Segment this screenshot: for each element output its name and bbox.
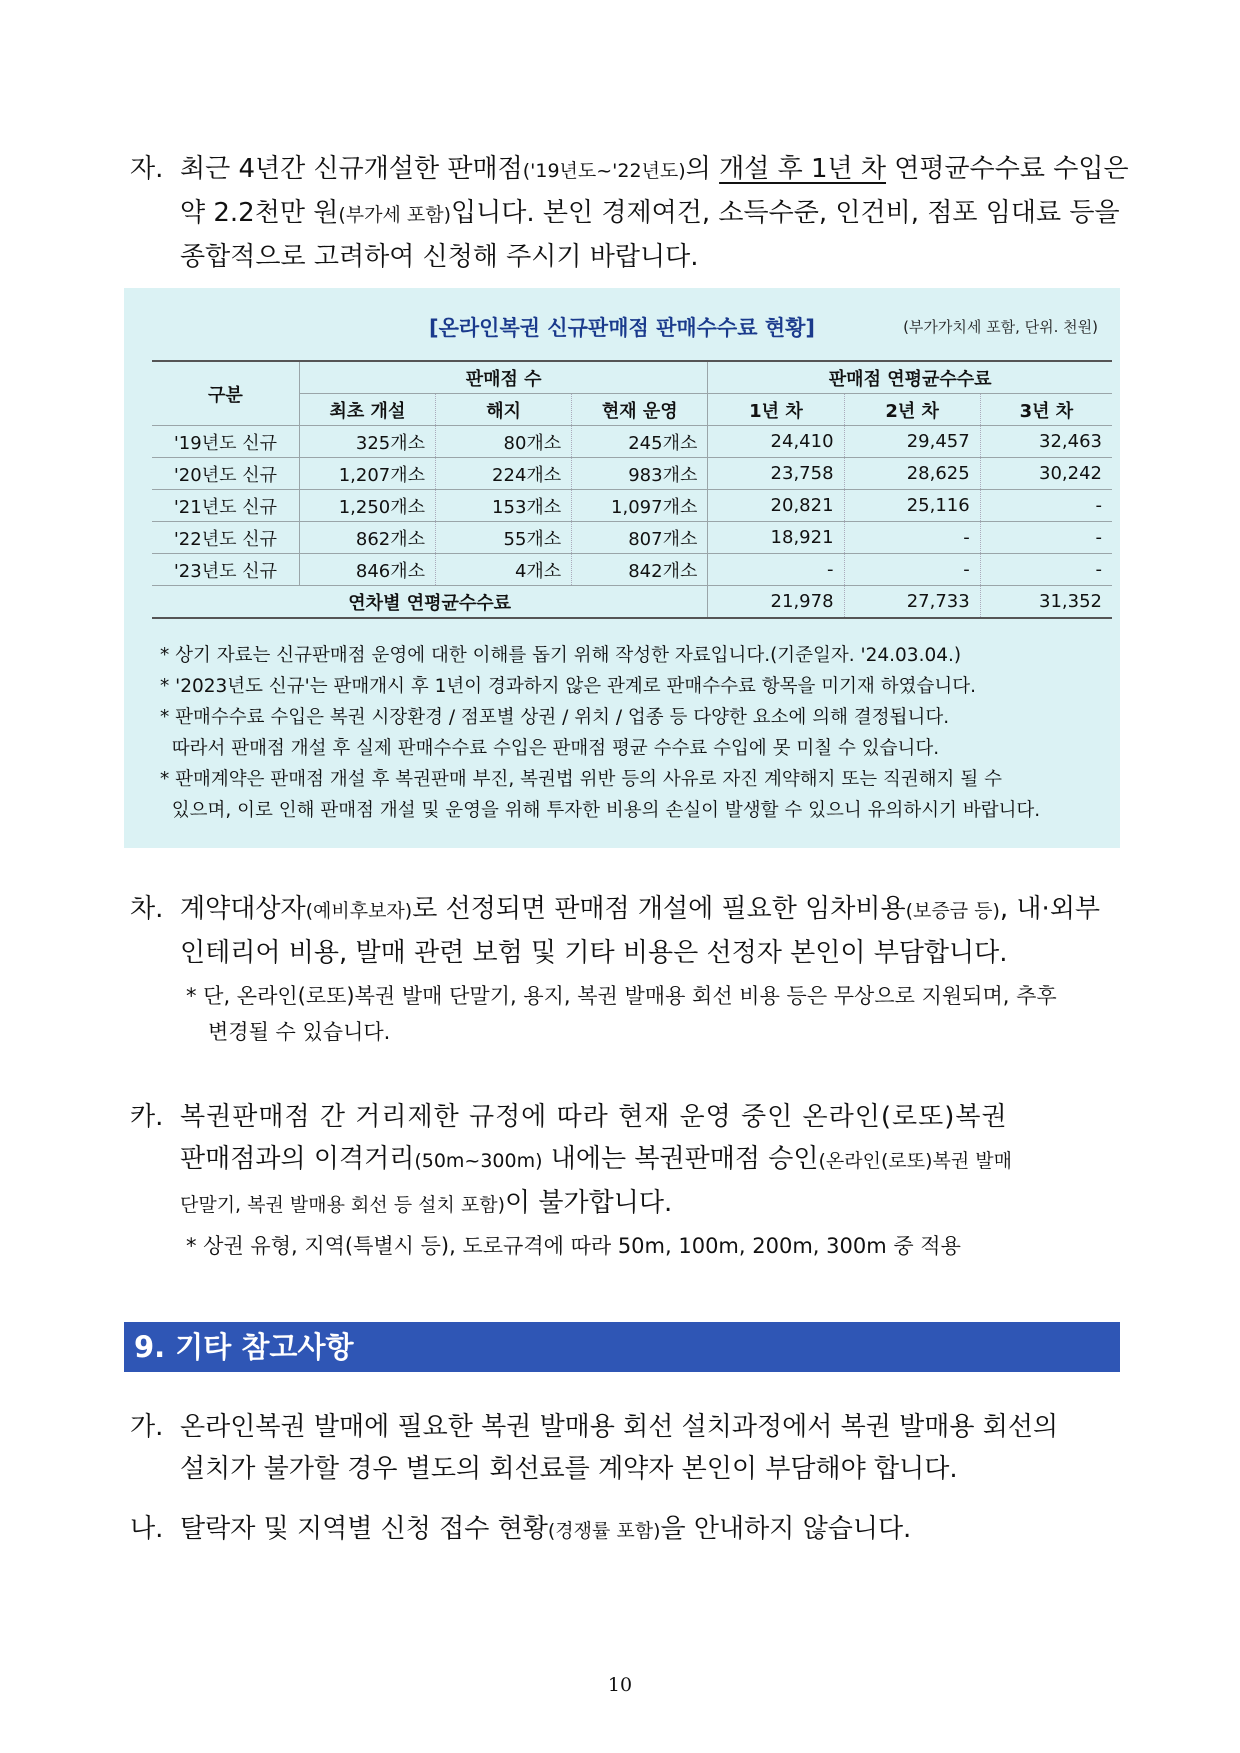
header-cell: 3년 차 <box>980 394 1112 426</box>
table-row <box>152 554 1112 586</box>
paragraph-line: 설치가 불가할 경우 별도의 회선료를 계약자 본인이 부담해야 합니다. <box>180 1454 958 1484</box>
table-cell: 153개소 <box>436 490 572 522</box>
table-row <box>152 458 1112 490</box>
table-cell: 29,457 <box>844 426 980 458</box>
header-cell: 2년 차 <box>844 394 980 426</box>
section-heading-bar <box>124 1322 1120 1372</box>
page-number: 10 <box>607 1674 633 1696</box>
paragraph-line: 인테리어 비용, 발매 관련 보험 및 기타 비용은 선정자 본인이 부담합니다. <box>180 938 1008 968</box>
table-cell: 31,352 <box>980 586 1112 619</box>
paragraph-line: 약 2.2천만 원(부가세 포함)입니다. 본인 경제여건, 소득수준, 인건비, 점포 임대료 등을 <box>180 198 1120 228</box>
note-line: 따라서 판매점 개설 후 실제 판매수수료 수입은 판매점 평균 수수료 수입에 못 미칠 수 있습니다. <box>160 738 940 759</box>
table-cell: 30,242 <box>980 458 1112 490</box>
table-cell: 1,097개소 <box>572 490 708 522</box>
item-marker: 가. <box>130 1412 164 1442</box>
item-marker: 카. <box>130 1102 164 1132</box>
paragraph-ja <box>130 148 1129 272</box>
table-cell: - <box>844 522 980 554</box>
box-title: [온라인복권 신규판매점 판매수수료 현황] <box>429 316 815 340</box>
row-label: '22년도 신규 <box>152 522 299 554</box>
table-row <box>152 426 1112 458</box>
paragraph-ka <box>130 1096 1120 1218</box>
table-cell: 55개소 <box>436 522 572 554</box>
paragraph-cha <box>130 888 1120 968</box>
table-cell: 807개소 <box>572 522 708 554</box>
table-cell: 224개소 <box>436 458 572 490</box>
item-marker: 자. <box>130 154 164 184</box>
note-cha <box>186 978 1116 1050</box>
table-cell: - <box>980 554 1112 586</box>
table-cell: 80개소 <box>436 426 572 458</box>
table-cell: 25,116 <box>844 490 980 522</box>
table-cell: 28,625 <box>844 458 980 490</box>
row-label: '20년도 신규 <box>152 458 299 490</box>
note-line: * 판매계약은 판매점 개설 후 복권판매 부진, 복권법 위반 등의 사유로 자진 계약해지 또는 직권해지 될 수 <box>160 769 1002 790</box>
table-cell: 18,921 <box>708 522 844 554</box>
note-line: * 상기 자료는 신규판매점 운영에 대한 이해를 돕기 위해 작성한 자료입니다.(기준일자. '24.03.04.) <box>160 645 962 666</box>
row-label: '19년도 신규 <box>152 426 299 458</box>
table-cell: 4개소 <box>436 554 572 586</box>
table-cell: - <box>844 554 980 586</box>
table-row <box>152 490 1112 522</box>
header-category: 구분 <box>152 361 299 426</box>
note-line: * '2023년도 신규'는 판매개시 후 1년이 경과하지 않은 관계로 판매수수료 항목을 미기재 하였습니다. <box>160 676 976 697</box>
table-cell: 20,821 <box>708 490 844 522</box>
table-cell: 983개소 <box>572 458 708 490</box>
table-cell: 846개소 <box>299 554 435 586</box>
table-cell: 1,207개소 <box>299 458 435 490</box>
header-cell: 현재 운영 <box>572 394 708 426</box>
table-row <box>152 522 1112 554</box>
fee-status-box <box>124 288 1120 848</box>
table-cell: 245개소 <box>572 426 708 458</box>
section-title: 9. 기타 참고사항 <box>134 1330 354 1364</box>
paragraph-line: 계약대상자(예비후보자)로 선정되면 판매점 개설에 필요한 임차비용(보증금 등), 내·외부 <box>180 894 1101 924</box>
paragraph-line: 최근 4년간 신규개설한 판매점('19년도~'22년도)의 개설 후 1년 차 연평균수수료 수입은 <box>180 154 1129 184</box>
row-label: '23년도 신규 <box>152 554 299 586</box>
table-cell: 27,733 <box>844 586 980 619</box>
header-stores-group: 판매점 수 <box>299 361 708 394</box>
note-line: * 단, 온라인(로또)복권 발매 단말기, 용지, 복권 발매용 회선 비용 등은 무상으로 지원되며, 추후 <box>186 984 1057 1008</box>
table-cell: 862개소 <box>299 522 435 554</box>
note-ka <box>186 1228 1116 1264</box>
box-notes <box>160 640 1110 826</box>
table-header-row <box>152 361 1112 394</box>
note-line: 있으며, 이로 인해 판매점 개설 및 운영을 위해 투자한 비용의 손실이 발생할 수 있으니 유의하시기 바랍니다. <box>160 800 1041 821</box>
table-cell: - <box>980 490 1112 522</box>
table-cell: 21,978 <box>708 586 844 619</box>
paragraph-line: 판매점과의 이격거리(50m~300m) 내에는 복권판매점 승인(온라인(로또)복권 발매 <box>180 1144 1012 1174</box>
paragraph-na <box>130 1508 1120 1550</box>
paragraph-line: 온라인복권 발매에 필요한 복권 발매용 회선 설치과정에서 복권 발매용 회선의 <box>180 1412 1059 1442</box>
table-cell: 23,758 <box>708 458 844 490</box>
fee-table <box>152 360 1112 619</box>
paragraph-ga <box>130 1406 1120 1484</box>
note-line: 변경될 수 있습니다. <box>208 1020 391 1044</box>
paragraph-line: 탈락자 및 지역별 신청 접수 현황(경쟁률 포함)을 안내하지 않습니다. <box>180 1514 912 1544</box>
note-line: * 상권 유형, 지역(특별시 등), 도로규격에 따라 50m, 100m, 200m, 300m 중 적용 <box>186 1234 961 1258</box>
table-cell: 1,250개소 <box>299 490 435 522</box>
table-cell: 24,410 <box>708 426 844 458</box>
paragraph-line: 복권판매점 간 거리제한 규정에 따라 현재 운영 중인 온라인(로또)복권 <box>180 1102 1008 1132</box>
header-cell: 1년 차 <box>708 394 844 426</box>
header-cell: 최초 개설 <box>299 394 435 426</box>
total-label: 연차별 연평균수수료 <box>152 586 708 619</box>
table-cell: - <box>980 522 1112 554</box>
row-label: '21년도 신규 <box>152 490 299 522</box>
note-line: * 판매수수료 수입은 복권 시장환경 / 점포별 상권 / 위치 / 업종 등 다양한 요소에 의해 결정됩니다. <box>160 707 950 728</box>
table-cell: 32,463 <box>980 426 1112 458</box>
paragraph-line: 종합적으로 고려하여 신청해 주시기 바랍니다. <box>180 242 699 272</box>
table-cell: 325개소 <box>299 426 435 458</box>
underlined-phrase: 개설 후 1년 차 <box>719 154 887 184</box>
paragraph-line: 단말기, 복권 발매용 회선 등 설치 포함)이 불가합니다. <box>180 1188 673 1218</box>
table-cell: - <box>708 554 844 586</box>
header-cell: 해지 <box>436 394 572 426</box>
header-fee-group: 판매점 연평균수수료 <box>708 361 1112 394</box>
item-marker: 차. <box>130 894 164 924</box>
table-cell: 842개소 <box>572 554 708 586</box>
total-row <box>152 586 1112 619</box>
item-marker: 나. <box>130 1514 164 1544</box>
unit-note: (부가가치세 포함, 단위. 천원) <box>903 318 1098 336</box>
